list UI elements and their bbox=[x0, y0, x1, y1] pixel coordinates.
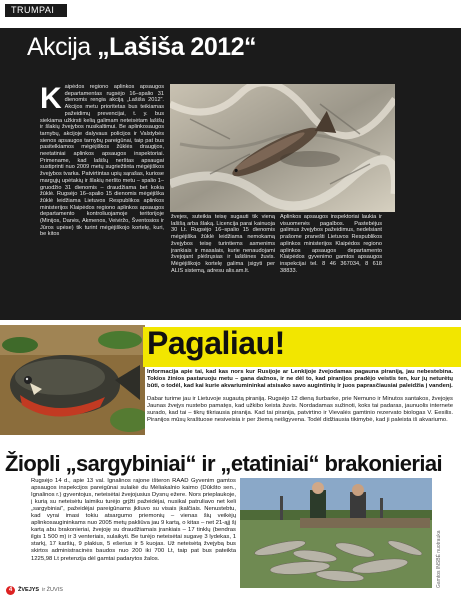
headline-lasisa-2012 bbox=[27, 33, 256, 62]
photo-credit: Gamtos INSBĖ nuotrauka bbox=[436, 530, 442, 588]
story3-body: Rugsėjo 14 d., apie 13 val. Ignalinos rajone išteron RAAD Gyvenim gamtos apsaugos inspekcijos pareigūnai sulaikė du Mėliakalnio kaimo (Dūkšto sen., Ignalinos r.) gyventojus, neteisėtai žvejojusius Dysnų ežere. Nors prieplaukoje, į kurią su neteisėtu laimiku turėjo grįžti pažeidėjai, nusikal patruliavo net keli „sargybiniai“, pažeidėjai pareigūnams įkliuvo su visais įkalčiais. Nenustebtu, kad vyrai imasi tokiu atsargumo priemonių – vienas šių veikėjų aplinkosaugininkams nuo 2005 metų pakliūva jau 9 kartą, o kitas – net 21-ąjį šį kartą abu brakonieriai, žvejoję su draudžiamais įrankiais – 17 tinklų (bendras ilgis 1 500 m) ir 3 venteriais, sulaikyti. Be turėjo neteisėtai sugavę 3 lydekas, 1 starkį, 17 karšių, 9 plakius, 5 ešerius ir 5 kuojas. Už neteisėtą žvejybą bus skirtos administracinės baudos nuo 200 iki 700 Lt, taip pat bus pateikta 1225,98 Lt pretenzija dėl gamtai padarytos žalos. bbox=[31, 478, 236, 562]
salmon-photo-graphic bbox=[170, 84, 395, 212]
story1-column-1 bbox=[40, 84, 164, 238]
story1-column-2: žvejes, suteikia teisę sugauti tik vieną lašišą arba šlaką. Licencija parai kainuoja 30 Lt. Rugsėjo 16–spalio 15 dienomis mėgėjiška žūklė leidžiama nemokamą žvejybos teisę turintiems asmenims įrankiais ir masalais, kurie nenaudojami žvejojant plėšrųsias ir lašišines žuvis. Mėgėjiškojo kortelę galima įsigyti per ALIS sistemą, adresu alis.am.lt. bbox=[171, 214, 275, 274]
story2-body: Dabar turime jau ir Lietuvoje sugautą piraniją. Rugsėjo 12 dieną šurbarke, prie Nemuno ir Minutos santakos, žvejojęs Jaunas žvejys nustebo pamatęs, kad užkibo keista žuvis. Nordadamas sužinoti, koks tai padaras, jaunuolis internete surado, kad tai – tikrų tikriausia piranija. Kad tai piranija, patvirtino ir Vievalės gamtinio rezervato biologas V. Eesilis. Piranijos mūsų kraštuose nesiveisia ir per žiemą neišgyvena. Todėl didžiausia tikimybė, kad ji paleista iš akvariumo. bbox=[147, 396, 453, 423]
page-footer bbox=[6, 585, 63, 595]
story2-lead: Informacija apie tai, kad kas nors kur Rusijoje ar Lenkijoje žvejodamas pagauna piraniją, jau nebestebina. Tokios žinios pastaruoju metu – gana dažnos, ir ne dėl to, kad piranijos pradėjo veistis ten, kur jų neturėtų būti, o todėl, kad kai kurie akvariumininkai atsisako savo augintinių ir juos paprasčiausiai paleidžia į vandenį. bbox=[147, 369, 453, 389]
story1-column-1-text: aipėdos regiono aplinkos apsaugos departamentas rugsėjo 16–spalio 31 dienomis rengia akciją „Lašiša 2012“. Akcijos metu prioritetas bus teikiamas pažeidimų prevencijai, t. y. bus siekiama užkirsti kelią galimam neteisėtam lašišų ir šlakių žvejybos nusikaltimui. Be aplinkosaugos tarnybų, akcijoje dalyvaus policijos ir Valstybės sienos apsaugos tarnybų pareigūnai, taip pat bus pasitelkiamos mėgėjiškos žūklės draugijos, neetatiniai aplinkos apsaugos inspektoriai. Primename, kad lašišų nerštas apsaugai sustiprinti nuo 2009 metų sugriežtinta mėgėjiškos žvejybos tvarka. Patvirtintas upių sąrašas, kuriose margųjų upėtakių ir šlakių neršto metu – spalio 1–gruodžio 31 dienomis – draudžiama bet kokia žūklė. Rugsėjo 16–spalio 15 dienomis mėgėjiška žūklė leidžiama Lietuvos Respublikos aplinkos ministerijos Klaipėdos regiono aplinkos apsaugos departamento kontroliuojamoje teritorijoje (Minijos, Danės, Akmenos, Veiviržo, Šventosios ir Jūros upėse) tik turint mėgėjiškojo kortelę, kuri, be kitos bbox=[40, 84, 164, 238]
piranha-photo-graphic bbox=[0, 325, 145, 435]
section-label: TRUMPAI bbox=[5, 4, 67, 17]
piranha-photo bbox=[0, 325, 145, 435]
magazine-name-suffix: ir ŽUVIS bbox=[42, 587, 63, 593]
page-number: 4 bbox=[6, 586, 15, 595]
catch-photo-graphic bbox=[240, 478, 432, 588]
salmon-underwater-photo bbox=[170, 84, 395, 212]
story1-column-3: Aplinkos apsaugos inspektoriai laukia ir visuomenės pagalbos. Pastebėjus galimus žvejybos pažeidimus, nedelsiant prašome pranešti Lietuvos Respublikos aplinkos ministerijos Klaipėdos regiono aplinkos apsaugos departamento Klaipėdos gyvenimo gamtos apsaugos inspekcijai tel. 8 46 367034, 8 618 38833. bbox=[280, 214, 382, 274]
drop-cap: K bbox=[40, 82, 62, 115]
headline-quoted: „Lašiša 2012“ bbox=[97, 33, 257, 61]
headline-pagaliau: Pagaliau! bbox=[147, 325, 285, 361]
headline-lead: Akcija bbox=[27, 33, 98, 61]
magazine-name: ŽVEJYS bbox=[18, 587, 40, 593]
confiscated-catch-photo bbox=[240, 478, 432, 588]
headline-brakonieriai: Žiopli „sargybiniai“ ir „etatiniai“ brakonieriai bbox=[5, 451, 442, 476]
